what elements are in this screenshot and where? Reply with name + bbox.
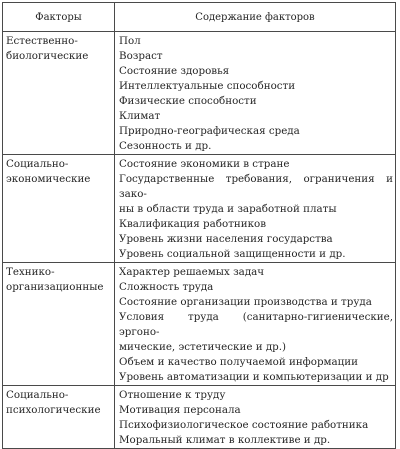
factor-content-cell xyxy=(115,386,396,449)
factor-item: Пол xyxy=(119,35,141,47)
factor-item: Государственные требования, ограничения и зако- xyxy=(119,173,393,200)
table-header-row xyxy=(3,3,396,32)
factor-item: Отношение к труду xyxy=(119,389,226,401)
factor-item: Сложность труда xyxy=(119,281,214,293)
factor-item: Состояние здоровья xyxy=(119,65,230,77)
factor-name-line: организационные xyxy=(6,281,104,293)
factor-item: Уровень жизни населения государства xyxy=(119,233,333,245)
factor-name-line: биологические xyxy=(6,50,89,62)
table-row xyxy=(3,386,396,449)
table-row xyxy=(3,32,396,155)
factor-name-line: экономические xyxy=(6,173,91,185)
factor-name-cell xyxy=(3,263,115,386)
factor-content-cell xyxy=(115,263,396,386)
factor-item: Условия труда (санитарно-гигиенические, эргоно- xyxy=(119,311,393,338)
factor-name-cell xyxy=(3,386,115,449)
factor-name-line: психологические xyxy=(6,404,101,416)
factor-name-cell xyxy=(3,155,115,263)
factor-name-line: Технико- xyxy=(6,266,55,278)
factor-item: Уровень автоматизации и компьютеризации и др xyxy=(119,371,389,383)
factor-item: Квалификация работников xyxy=(119,218,267,230)
factor-item: Физические способности xyxy=(119,95,257,107)
factor-name-cell xyxy=(3,32,115,155)
factor-name-line: Естественно- xyxy=(6,35,78,47)
factor-item: Возраст xyxy=(119,50,163,62)
factor-item: Состояние организации производства и труда xyxy=(119,296,372,308)
header-factor-content: Содержание факторов xyxy=(115,3,396,32)
factors-table xyxy=(2,2,396,449)
factor-item: Характер решаемых задач xyxy=(119,266,265,278)
factor-item: Уровень социальной защищенности и др. xyxy=(119,248,346,260)
table-row xyxy=(3,263,396,386)
factor-item: Моральный климат в коллективе и др. xyxy=(119,434,331,446)
factor-content-cell xyxy=(115,32,396,155)
factor-item: Природно-географическая среда xyxy=(119,125,300,137)
table-row xyxy=(3,155,396,263)
factor-name-line: Социально- xyxy=(6,389,69,401)
factor-item: Интеллектуальные способности xyxy=(119,80,296,92)
factor-item: Сезонность и др. xyxy=(119,140,212,152)
factor-item: Климат xyxy=(119,110,161,122)
factor-item: Психофизиологическое состояние работника xyxy=(119,419,369,431)
factor-item: ны в области труда и заработной платы xyxy=(119,203,337,215)
factor-item: Мотивация персонала xyxy=(119,404,241,416)
factor-item: Объем и качество получаемой информации xyxy=(119,356,359,368)
factor-item: мические, эстетические и др.) xyxy=(119,341,287,353)
factor-name-line: Социально- xyxy=(6,158,69,170)
header-factors: Факторы xyxy=(3,3,115,32)
factor-content-cell xyxy=(115,155,396,263)
factor-item: Состояние экономики в стране xyxy=(119,158,290,170)
